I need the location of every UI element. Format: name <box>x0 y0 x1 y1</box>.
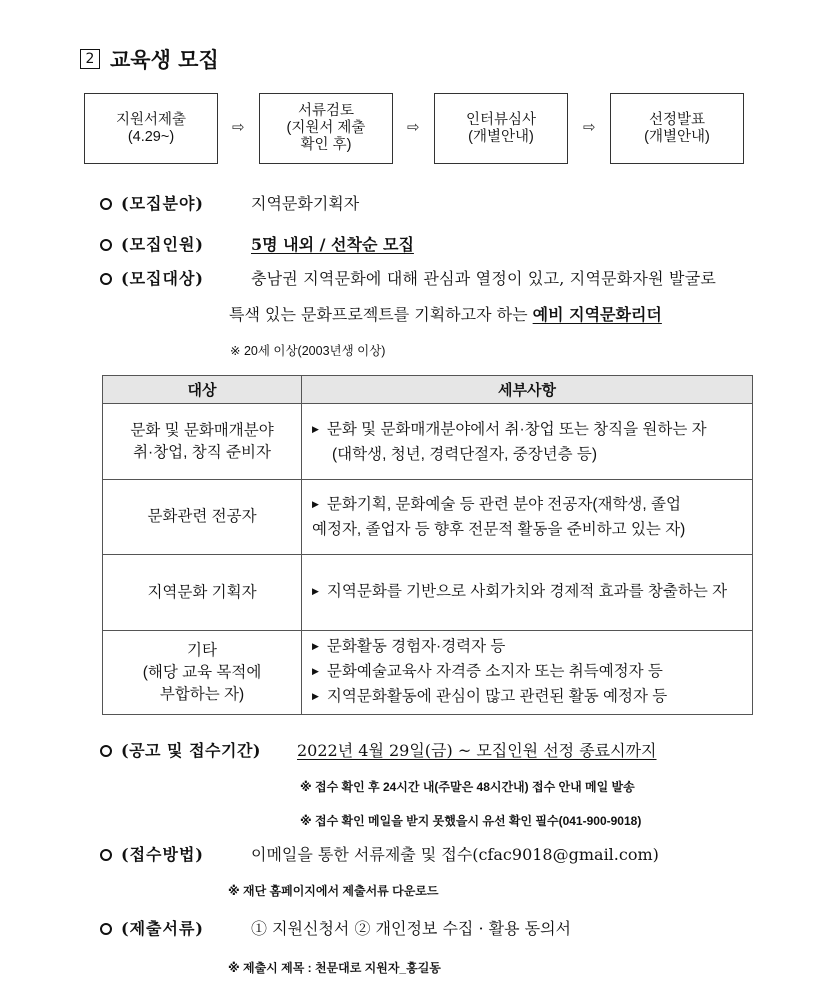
period-note-2: ※ 접수 확인 메일을 받지 못했을시 유선 확인 필수(041-900-9018) <box>300 814 642 828</box>
process-step-label: 서류검토 (지원서 제출 확인 후) <box>286 103 366 153</box>
field-label: (모집분야) <box>121 194 204 213</box>
circle-bullet-icon <box>100 745 112 757</box>
detail-line: 지역문화활동에 관심이 많고 관련된 활동 예정자 등 <box>326 688 668 705</box>
detail-line: 문화활동 경험자·경력자 등 <box>326 638 506 655</box>
period-row <box>100 738 657 761</box>
section-title <box>80 44 219 74</box>
process-arrow-icon: ⇨ <box>407 118 420 136</box>
detail-line: 문화예술교육사 자격증 소지자 또는 취득예정자 등 <box>326 663 663 680</box>
method-note: ※ 재단 홈페이지에서 제출서류 다운로드 <box>228 884 439 898</box>
process-arrow-icon: ⇨ <box>232 118 245 136</box>
triangle-bullet-icon: ▶ <box>312 423 319 434</box>
process-step-label: 인터뷰심사 (개별안내) <box>465 111 537 145</box>
process-step-interview <box>434 93 568 164</box>
process-step-submit <box>84 93 218 164</box>
period-note-1: ※ 접수 확인 후 24시간 내(주말은 48시간내) 접수 안내 메일 발송 <box>300 780 635 794</box>
table-row <box>103 631 753 715</box>
detail-line: 지역문화를 기반으로 사회가치와 경제적 효과를 창출하는 자 <box>326 583 728 600</box>
target-line2 <box>229 302 662 325</box>
table-row <box>103 404 753 480</box>
target-label: (모집대상) <box>121 269 204 288</box>
table-cell-details <box>302 555 753 631</box>
eligibility-table <box>102 375 753 715</box>
process-step-label: 지원서제출 (4.29~) <box>115 111 187 145</box>
docs-label: (제출서류) <box>121 919 204 938</box>
table-cell-target: 문화 및 문화매개분야 취·창업, 창직 준비자 <box>103 404 302 480</box>
docs-value: ① 지원신청서 ② 개인정보 수집 · 활용 동의서 <box>251 919 571 938</box>
table-cell-details <box>302 404 753 480</box>
process-arrow-icon: ⇨ <box>583 118 596 136</box>
circle-bullet-icon <box>100 923 112 935</box>
target-line1: 충남권 지역문화에 대해 관심과 열정이 있고, 지역문화자원 발굴로 <box>251 269 717 288</box>
table-cell-details <box>302 480 753 555</box>
circle-bullet-icon <box>100 198 112 210</box>
detail-line: (대학생, 청년, 경력단절자, 중장년층 등) <box>332 445 598 463</box>
table-cell-target: 기타 (해당 교육 목적에 부합하는 자) <box>103 631 302 715</box>
period-label: (공고 및 접수기간) <box>121 741 261 760</box>
circle-bullet-icon <box>100 239 112 251</box>
table-row <box>103 555 753 631</box>
section-title-text: 교육생 모집 <box>110 48 219 72</box>
method-value: 이메일을 통한 서류제출 및 접수(cfac9018@gmail.com) <box>251 845 659 864</box>
triangle-bullet-icon: ▶ <box>312 586 319 596</box>
table-cell-details <box>302 631 753 715</box>
triangle-bullet-icon: ▶ <box>312 499 319 509</box>
table-header-row <box>103 376 753 404</box>
target-line2-text: 특색 있는 문화프로젝트를 기획하고자 하는 <box>229 305 533 324</box>
count-value: 5명 내외 / 선착순 모집 <box>251 235 414 254</box>
target-note: ※ 20세 이상(2003년생 이상) <box>230 344 386 358</box>
count-label: (모집인원) <box>121 235 204 254</box>
table-cell-target: 지역문화 기획자 <box>103 555 302 631</box>
target-row <box>100 266 716 289</box>
process-step-announce <box>610 93 744 164</box>
docs-note: ※ 제출시 제목 : 천문대로 지원자_홍길동 <box>228 961 441 975</box>
field-value: 지역문화기획자 <box>251 194 360 213</box>
triangle-bullet-icon: ▶ <box>312 641 319 651</box>
target-emphasis: 예비 지역문화리더 <box>532 305 662 324</box>
field-row <box>100 191 359 214</box>
detail-line: 예정자, 졸업자 등 향후 전문적 활동을 준비하고 있는 자) <box>312 521 686 538</box>
period-value: 2022년 4월 29일(금) ~ 모집인원 선정 종료시까지 <box>297 741 657 760</box>
circle-bullet-icon <box>100 273 112 285</box>
triangle-bullet-icon: ▶ <box>312 666 319 676</box>
process-step-label: 선정발표 (개별안내) <box>644 111 710 145</box>
table-cell-target: 문화관련 전공자 <box>103 480 302 555</box>
section-number: 2 <box>80 49 100 69</box>
method-row <box>100 842 659 865</box>
table-row <box>103 480 753 555</box>
table-header-details: 세부사항 <box>302 376 753 404</box>
method-label: (접수방법) <box>121 845 204 864</box>
detail-line: 문화기획, 문화예술 등 관련 분야 전공자(재학생, 졸업 <box>326 496 681 513</box>
docs-row <box>100 916 571 939</box>
process-step-review <box>259 93 393 164</box>
count-row <box>100 232 414 255</box>
detail-line: 문화 및 문화매개분야에서 취·창업 또는 창직을 원하는 자 <box>326 420 707 438</box>
triangle-bullet-icon: ▶ <box>312 691 319 701</box>
circle-bullet-icon <box>100 849 112 861</box>
table-header-target: 대상 <box>103 376 302 404</box>
